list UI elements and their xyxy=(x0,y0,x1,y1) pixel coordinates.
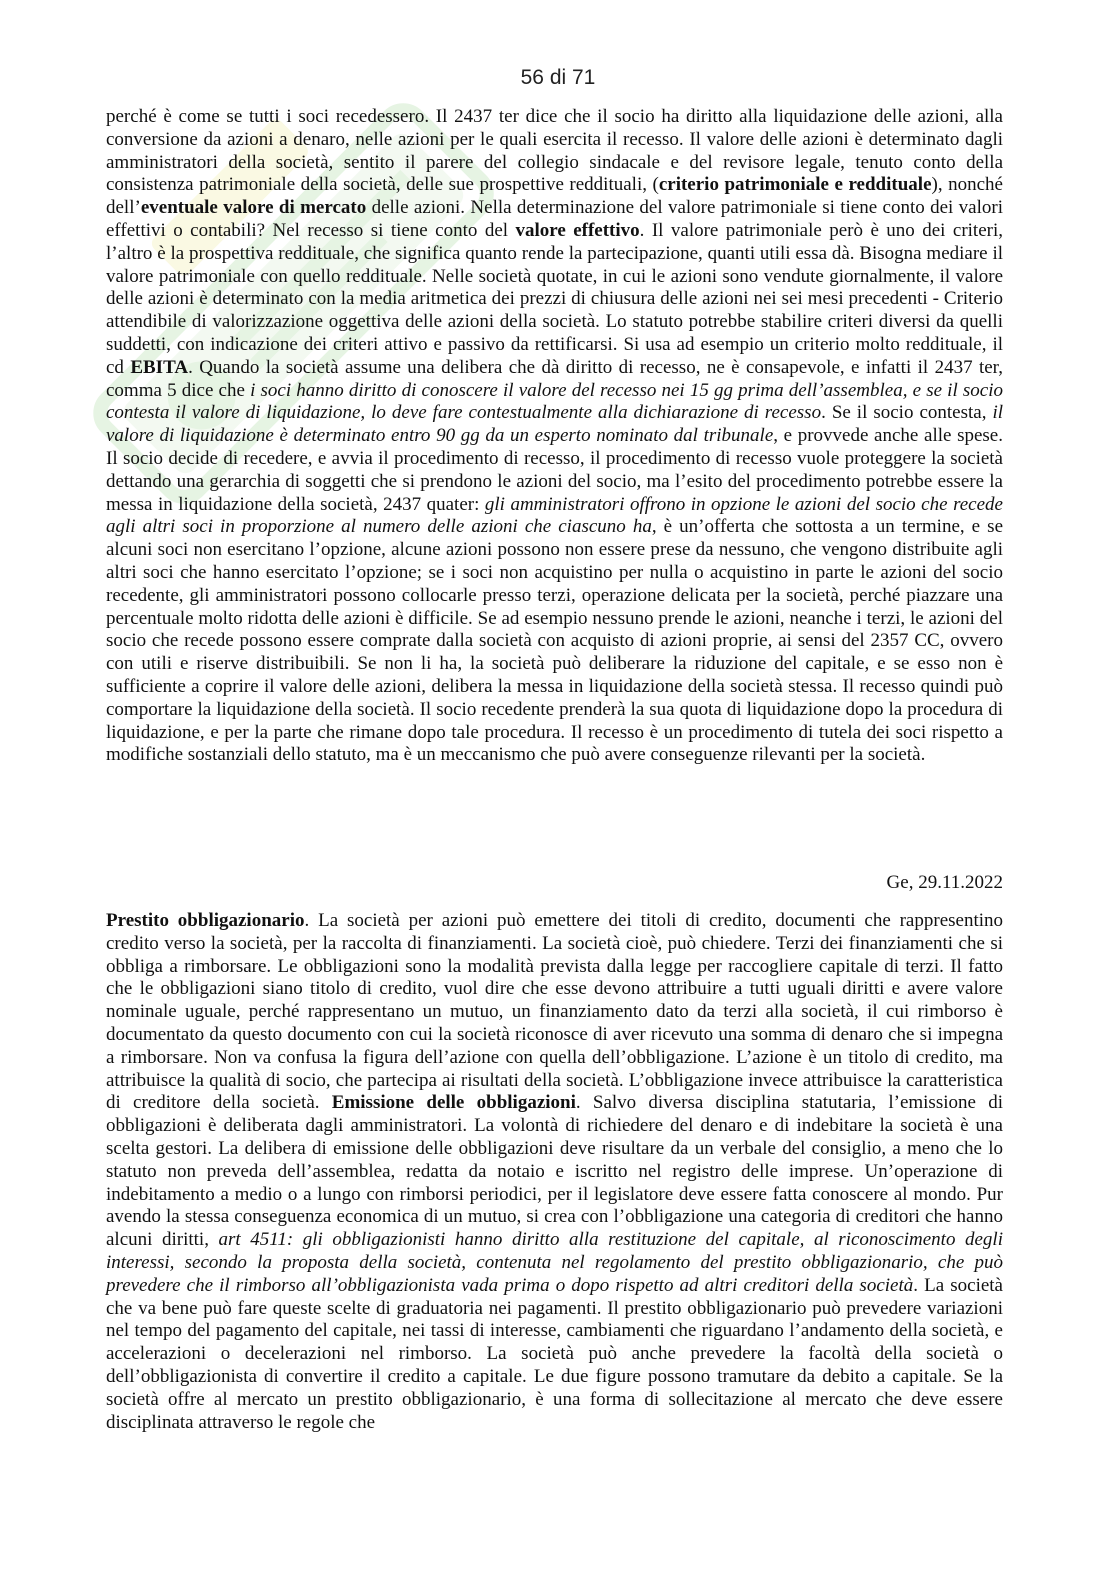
para1-run: . Se il socio contesta, xyxy=(821,402,993,424)
para2-run: art 4511: gli obbligazionisti hanno diritto alla restituzione del capitale, al riconoscimento degli interessi, secondo la proposta della società, contenuta nel regolamento del prestito obbligazionario, che può prevedere che il rimborso all’obbligazionista vada prima o dopo rispetto ad altri creditori della società xyxy=(106,1229,1003,1296)
para1-run: perché è come se tutti i soci recedessero. Il 2437 ter dice che il socio ha diritto alla liquidazione delle azioni, alla conversione da azioni a denaro, nelle azioni per le quali esercita il recesso. Il valore delle azioni è determinato dagli amministratori della società, sentito il parere del collegio sindacale e del revisore legale, tenuto conto della consistenza patrimoniale della società, delle sue prospettive reddituali, ( xyxy=(106,106,1003,196)
para1-run: , è un’offerta che sottosta a un termine, e se alcuni soci non esercitano l’opzione, alcune azioni possono non essere prese da nessuno, che vengono distribuite agli altri soci che hanno esercitato l’opzione; se i soci non acquistino per nulla o acquistino in parte le azioni del socio recedente, gli amministratori possono collocarle presso terzi, operazione delicata per la società, perché piazzare una percentuale molto ridotta delle azioni è difficile. Se ad esempio nessuno prende le azioni, neanche i terzi, le azioni del socio che recede possono essere comprate dalla società con acquisto di azioni proprie, ai sensi del 2357 CC, ovvero con utili e riserve distribuibili. Se non li ha, la società può deliberare la riduzione del capitale, e se esso non è sufficiente a coprire il valore delle azioni, delibera la messa in liquidazione della società stessa. Il recesso quindi può comportare la liquidazione della società. Il socio recedente prenderà la sua quota di liquidazione dopo la procedura di liquidazione, e per la parte che rimane dopo tale procedura. Il recesso è un procedimento di tutela dei soci rispetto a modifiche sostanziali dello statuto, ma è un meccanismo che può avere conseguenze rilevanti per la società. xyxy=(106,516,1003,766)
para1-run: delle azioni. Nella determinazione del valore patrimoniale si tiene conto dei valori effettivi o contabili? Nel recesso si tiene conto del xyxy=(106,197,1003,241)
para1-run: EBITA xyxy=(130,356,189,378)
para2-run: Emissione delle obbligazioni xyxy=(331,1092,576,1114)
lecture-date: Ge, 29.11.2022 xyxy=(886,872,1003,893)
para1-run: gli amministratori offrono in opzione le azioni del socio che recede agli altri soci in proporzione al numero delle azioni che ciascuno ha xyxy=(106,493,1003,538)
para1-run: valore effettivo xyxy=(515,219,640,241)
para1-run: i soci hanno diritto di conoscere il valore del recesso nei 15 gg prima dell’assemblea, e se il socio contesta il valore di liquidazione, lo deve fare contestualmente alla dichiarazione di recesso xyxy=(106,379,1003,424)
recesso-paragraph xyxy=(106,106,1003,767)
para1-run: , e provvede anche alle spese. Il socio decide di recedere, e avvia il procedimento di recesso, il procedimento di recesso vuole proteggere la società dettando una gerarchia di soggetti che si prendono le azioni del socio, ma l’esito del procedimento potrebbe essere la messa in liquidazione della società, 2437 quater: xyxy=(106,425,1003,515)
para2-run: . La società per azioni può emettere dei titoli di credito, documenti che rappresentino credito verso la società, per la raccolta di finanziamenti. La società cioè, può chiedere. Terzi dei finanziamenti che si obbliga a rimborsare. Le obbligazioni sono la modalità prevista dalla legge per raccogliere capitale di terzi. Il fatto che le obbligazioni siano titolo di credito, vuol dire che esse devono attribuire a tutti uguali diritti e avere valore nominale uguale, perché rappresentano un mutuo, un finanziamento dato da terzi alla società, il cui rimborso è documentato da questo documento con cui la società riconosce di aver ricevuto una somma di denaro che si impegna a rimborsare. Non va confusa la figura dell’azione con quella dell’obbligazione. L’azione è un titolo di credito, ma attribuisce la qualità di socio, che partecipa ai risultati della società. L’obbligazione invece attribuisce la caratteristica di creditore della società. xyxy=(106,910,1004,1114)
para2-run: . La società che va bene può fare queste scelte di graduatoria nei pagamenti. Il prestito obbligazionario può prevedere variazioni nel tempo del pagamento del capitale, nei tassi di interesse, cambiamenti che riguardano l’andamento della società, e accelerazioni o decelerazioni nel rimborso. La società può anche prevedere la facoltà della società o dell’obbligazionista di convertire il credito a capitale. Le due figure possono tramutare da debito a capitale. Se la società offre al mercato un prestito obbligazionario, è una forma di sollecitazione al mercato che deve essere disciplinata attraverso le regole che xyxy=(106,1274,1003,1433)
para1-run: il valore di liquidazione è determinato entro 90 gg da un esperto nominato dal tribunale xyxy=(106,402,1003,447)
page-number: 56 di 71 xyxy=(520,66,596,89)
para2-run: . Salvo diversa disciplina statutaria, l’emissione di obbligazioni è deliberata dagli amministratori. La volontà di richiedere del denaro e di indebitare la società è una scelta gestori. La delibera di emissione delle obbligazioni deve risultare da un verbale del consiglio, a meno che lo statuto non preveda dell’assemblea, redatta da notaio e iscritto nel registro delle imprese. Un’operazione di indebitamento a medio o a lungo con rimborsi periodici, per il legislatore deve essere fatta conoscere al mondo. Pur avendo la stessa conseguenza economica di un mutuo, si crea con l’obbligazione una categoria di creditori che hanno alcuni diritti, xyxy=(106,1092,1003,1251)
para1-run: ), nonché dell’ xyxy=(106,174,1003,219)
para1-run: . Quando la società assume una delibera che dà diritto di recesso, ne è consapevole, e infatti il 2437 ter, comma 5 dice che xyxy=(106,356,1003,401)
para1-run: eventuale valore di mercato xyxy=(140,197,367,219)
para1-run: . Il valore patrimoniale però è uno dei criteri, l’altro è la prospettiva reddituale, che significa quanto rende la partecipazione, quanti utili essa dà. Bisogna mediare il valore patrimoniale con quello reddituale. Nelle società quotate, in cui le azioni sono vendute giornalmente, il valore delle azioni è determinato con la media aritmetica dei prezzi di chiusura delle azioni nei sei mesi precedenti - Criterio attendibile di valorizzazione oggettiva delle azioni della società. Lo statuto potrebbe stabilire criteri diversi da quelli suddetti, con indicazione dei criteri attivo e passivo da rettificarsi. Si usa ad esempio un criterio molto reddituale, il cd xyxy=(106,219,1003,378)
para1-run: criterio patrimoniale e reddituale xyxy=(658,174,932,196)
para2-run: Prestito obbligazionario xyxy=(106,910,305,931)
prestito-obbligazionario-paragraph xyxy=(106,910,1003,1434)
